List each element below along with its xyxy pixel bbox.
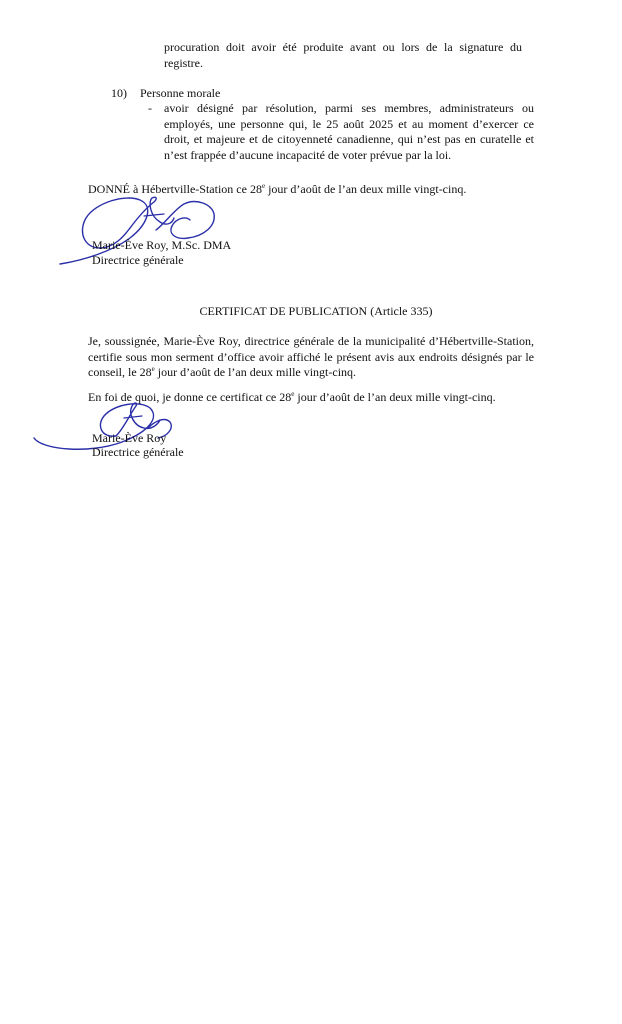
certificate-paragraph-text: Je, soussignée, Marie-Ève Roy, directrice générale de la municipalité d’Hébertville-Station, certifie sous mon serment d’office avoir affiché le présent avis aux endroits désignés par le conseil, le 28 <box>88 334 534 379</box>
signatory-1-name: Marie-Ève Roy, M.Sc. DMA <box>92 238 232 252</box>
certificate-heading: CERTIFICAT DE PUBLICATION (Article 335) <box>199 304 433 318</box>
certificate-superscript: e <box>151 365 155 373</box>
continuation-line-1: procuration doit avoir été produite avant ou lors de la signature du <box>164 40 522 54</box>
certificate-paragraph-end: jour d’août de l’an deux mille vingt-cinq. <box>154 365 357 379</box>
signatory-2-title: Directrice générale <box>92 445 184 459</box>
bullet-dash: - <box>148 101 152 115</box>
faith-superscript: e <box>291 390 295 398</box>
given-text: DONNÉ à Hébertville-Station ce 28 <box>88 182 262 196</box>
faith-text-end: jour d’août de l’an deux mille vingt-cinq. <box>294 390 496 404</box>
signatory-2-name: Marie-Ève Roy <box>92 431 167 445</box>
faith-text: En foi de quoi, je donne ce certificat ce 28 <box>88 390 292 404</box>
item-title: Personne morale <box>140 86 221 100</box>
signatory-1-title: Directrice générale <box>92 253 184 267</box>
item-10-text: avoir désigné par résolution, parmi ses membres, administrateurs ou employés, une personne qui, le 25 août 2025 et au moment d’exercer ce droit, et majeure et de citoyenneté canadienne, qui n’est pas en curatelle et n’est frappée d’aucune incapacité de voter prévue par la loi. <box>164 101 534 162</box>
given-superscript: e <box>261 182 266 190</box>
given-text-end: jour d’août de l’an deux mille vingt-cinq. <box>265 182 467 196</box>
item-number: 10) <box>111 86 127 100</box>
continuation-line-2: registre. <box>164 56 203 70</box>
certificate-paragraph <box>88 334 534 381</box>
